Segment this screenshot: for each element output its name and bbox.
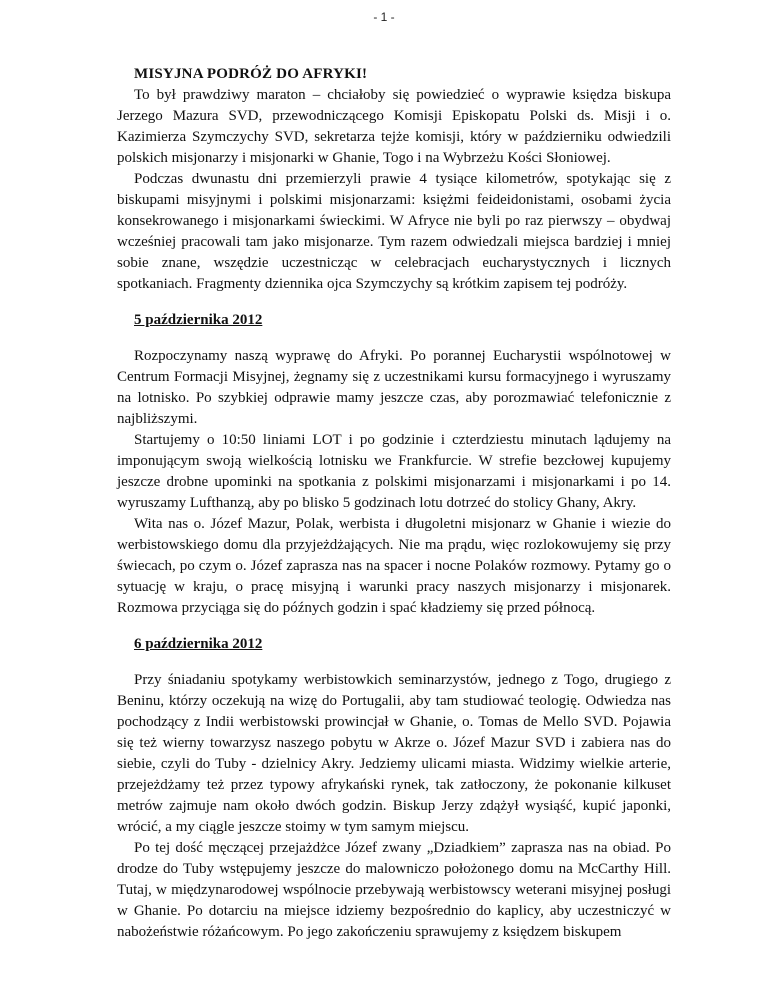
body-paragraph: Rozpoczynamy naszą wyprawę do Afryki. Po porannej Eucharystii wspólnotowej w Centrum Formacji Misyjnej, żegnamy się z uczestnikami kursu formacyjnego i wyruszamy na lotnisko. Po szybkiej odprawie mamy jeszcze czas, aby porozmawiać telefonicznie z najbliższymi. [117,348,671,427]
intro-paragraph: To był prawdziwy maraton – chciałoby się powiedzieć o wyprawie księdza biskupa Jerzego Mazura SVD, przewodniczącego Komisji Episkopatu Polski ds. Misji i o. Kazimierza Szymczychy SVD, sekretarza tejże komisji, który w październiku odwiedzili polskich misjonarzy i misjonarki w Ghanie, Togo i na Wybrzeżu Kości Słoniowej. [117,87,671,166]
body-paragraph: Po tej dość męczącej przejażdżce Józef zwany „Dziadkiem” zaprasza nas na obiad. Po drodze do Tuby wstępujemy jeszcze do malowniczo położonego domu na McCarthy Hill. Tutaj, w międzynarodowej wspólnocie przebywają werbistowscy weterani misyjnej posługi w Ghanie. Po dotarciu na miejsce idziemy bezpośrednio do kaplicy, aby uczestniczyć w nabożeństwie różańcowym. Po jego zakończeniu sprawujemy z księdzem biskupem [117,840,671,940]
intro-paragraph: Podczas dwunastu dni przemierzyli prawie 4 tysiące kilometrów, spotykając się z biskupami misyjnymi i polskimi misjonarzami: księżmi feideidonistami, osobami życia konsekrowanego i misjonarkami świeckimi. W Afryce nie byli po raz pierwszy – obydwaj wcześniej pracowali tam jako misjonarze. Tym razem odwiedzali miejsca bardziej i mniej sobie znane, wszędzie uczestnicząc w celebracjach eucharystycznych i licznych spotkaniach. Fragmenty dziennika ojca Szymczychy są krótkim zapisem tej podróży. [117,171,671,292]
section-date-heading: 6 października 2012 [134,636,263,652]
section-date-heading: 5 października 2012 [134,312,263,328]
body-paragraph: Wita nas o. Józef Mazur, Polak, werbista i długoletni misjonarz w Ghanie i wiezie do werbistowskiego domu dla przyjeżdżających. Nie ma prądu, więc rozlokowujemy się przy świecach, po czym o. Józef zaprasza nas na spacer i nocne Polaków rozmowy. Pytamy go o sytuację w kraju, o pracę misyjną i warunki pracy naszych misjonarzy i misjonarek. Rozmowa przyciąga się do późnych godzin i spać kładziemy się przed północą. [117,516,671,616]
body-paragraph: Przy śniadaniu spotykamy werbistowkich seminarzystów, jednego z Togo, drugiego z Beninu, którzy oczekują na wizę do Portugalii, aby tam studiować teologię. Odwiedza nas pochodzący z Indii werbistowski prowincjał w Ghanie, o. Tomas de Mello SVD. Pojawia się też wierny towarzysz naszego pobytu w Akrze o. Józef Mazur SVD i zabiera nas do siebie, czyli do Tuby - dzielnicy Akry. Jedziemy ulicami miasta. Widzimy wielkie arterie, przejeżdżamy też przez typowy afrykański rynek, tak zatłoczony, że pokonanie kilkuset metrów zajmuje nam około dwóch godzin. Biskup Jerzy zdążył wysiąść, kupić japonki, wrócić, a my ciągle jeszcze stoimy w tym samym miejscu. [117,672,671,835]
page-number: - 1 - [373,10,395,24]
body-paragraph: Startujemy o 10:50 liniami LOT i po godzinie i czterdziestu minutach lądujemy na imponującym swoją wielkością lotnisku we Frankfurcie. W strefie bezcłowej kupujemy jeszcze drobne upominki na spotkania z polskimi misjonarzami i misjonarkami i po 14. wyruszamy Lufthanzą, aby po blisko 5 godzinach lotu dotrzeć do stolicy Ghany, Akry. [117,432,671,511]
article-title: MISYJNA PODRÓŻ DO AFRYKI! [134,66,368,82]
